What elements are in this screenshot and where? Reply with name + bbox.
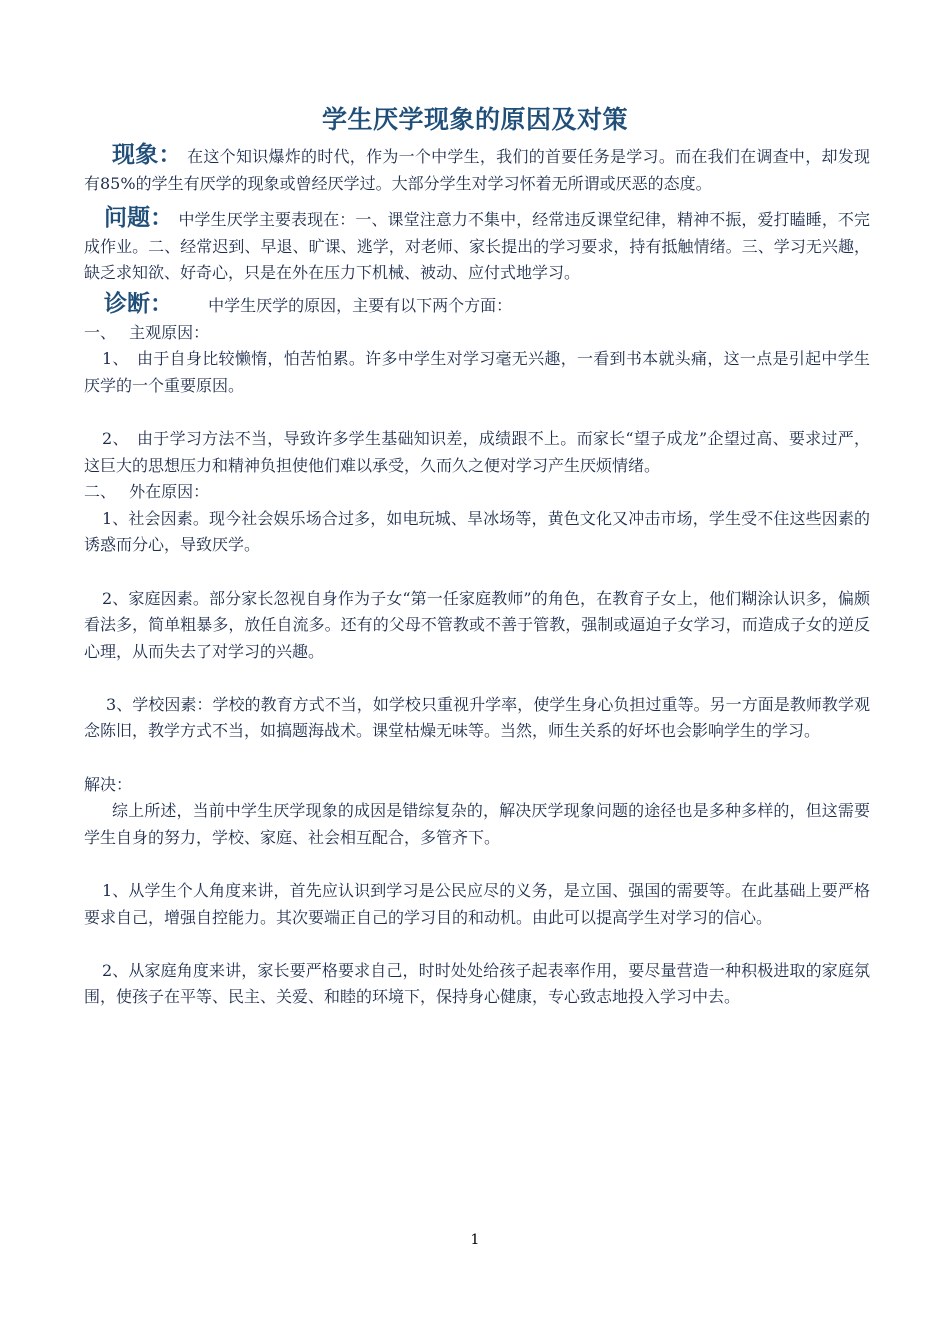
document-title: 学生厌学现象的原因及对策 (321, 105, 628, 134)
external-item-1: 1、社会因素。现今社会娱乐场合过多，如电玩城、旱冰场等，黄色文化又冲击市场，学生受不住这些因素的诱惑而分心，导致厌学。 (84, 508, 870, 555)
blank-line (84, 931, 870, 958)
blank-line (84, 851, 870, 878)
blank-line (84, 559, 870, 586)
solution-intro: 综上所述，当前中学生厌学现象的成因是错综复杂的，解决厌学现象问题的途径也是多种多样的，但这需要学生自身的努力，学校、家庭、社会相互配合，多管齐下。 (84, 801, 870, 847)
external-item-3: 3、学校因素：学校的教育方式不当，如学校只重视升学率，使学生身心负担过重等。另一方面是教师教学观念陈旧，教学方式不当，如搞题海战术。课堂枯燥无味等。当然，师生关系的好坏也会影响学生的学习。 (84, 694, 870, 741)
blank-line (84, 399, 870, 426)
document-body (84, 142, 870, 1011)
page-number: 1 (470, 1232, 480, 1248)
external-item-2: 2、家庭因素。部分家长忽视自身作为子女“第一任家庭教师”的角色，在教育子女上，他们糊涂认识多，偏颇看法多，简单粗暴多，放任自流多。还有的父母不管教或不善于管教，强制或逼迫子女学习，而造成子女的逆反心理，从而失去了对学习的兴趣。 (84, 588, 870, 661)
phenomenon-label: 现象： (112, 142, 182, 168)
diagnosis-paragraph (84, 291, 870, 320)
problem-paragraph (84, 205, 870, 287)
solution-item-1: 1、从学生个人角度来讲，首先应认识到学习是公民应尽的义务，是立国、强国的需要等。在此基础上要严格要求自己，增强自控能力。其次要端正自己的学习目的和动机。由此可以提高学生对学习的信心。 (84, 881, 870, 927)
blank-line (84, 745, 870, 772)
blank-line (84, 665, 870, 692)
external-heading: 二、 外在原因： (84, 482, 210, 502)
phenomenon-text: 在这个知识爆炸的时代，作为一个中学生，我们的首要任务是学习。而在我们在调查中，却发现有85%的学生有厌学的现象或曾经厌学过。大部分学生对学习怀着无所谓或厌恶的态度。 (84, 147, 870, 193)
subjective-heading: 一、 主观原因： (84, 322, 210, 342)
phenomenon-paragraph (84, 142, 870, 197)
subjective-item-2: 2、 由于学习方法不当，导致许多学生基础知识差，成绩跟不上。而家长“望子成龙”企望过高、要求过严，这巨大的思想压力和精神负担使他们难以承受，久而久之便对学习产生厌烦情绪。 (84, 428, 870, 475)
problem-label: 问题： (104, 205, 174, 232)
subjective-item-1: 1、 由于自身比较懒惰，怕苦怕累。许多中学生对学习毫无兴趣，一看到书本就头痛，这一点是引起中学生厌学的一个重要原因。 (84, 349, 870, 395)
solution-label: 解决： (84, 774, 133, 794)
solution-item-2: 2、从家庭角度来讲，家长要严格要求自己，时时处处给孩子起表率作用，要尽量营造一种积极进取的家庭氛围，使孩子在平等、民主、关爱、和睦的环境下，保持身心健康，专心致志地投入学习中去。 (84, 960, 870, 1007)
diagnosis-label: 诊断： (104, 290, 173, 317)
diagnosis-text: 中学生厌学的原因，主要有以下两个方面： (208, 295, 513, 315)
problem-text: 中学生厌学主要表现在：一、课堂注意力不集中，经常违反课堂纪律，精神不振，爱打瞌睡，不完成作业。二、经常迟到、早退、旷课、逃学，对老师、家长提出的学习要求，持有抵触情绪。三、学习无兴趣，缺乏求知欲、好奇心，只是在外在压力下机械、被动、应付式地学习。 (84, 210, 870, 283)
